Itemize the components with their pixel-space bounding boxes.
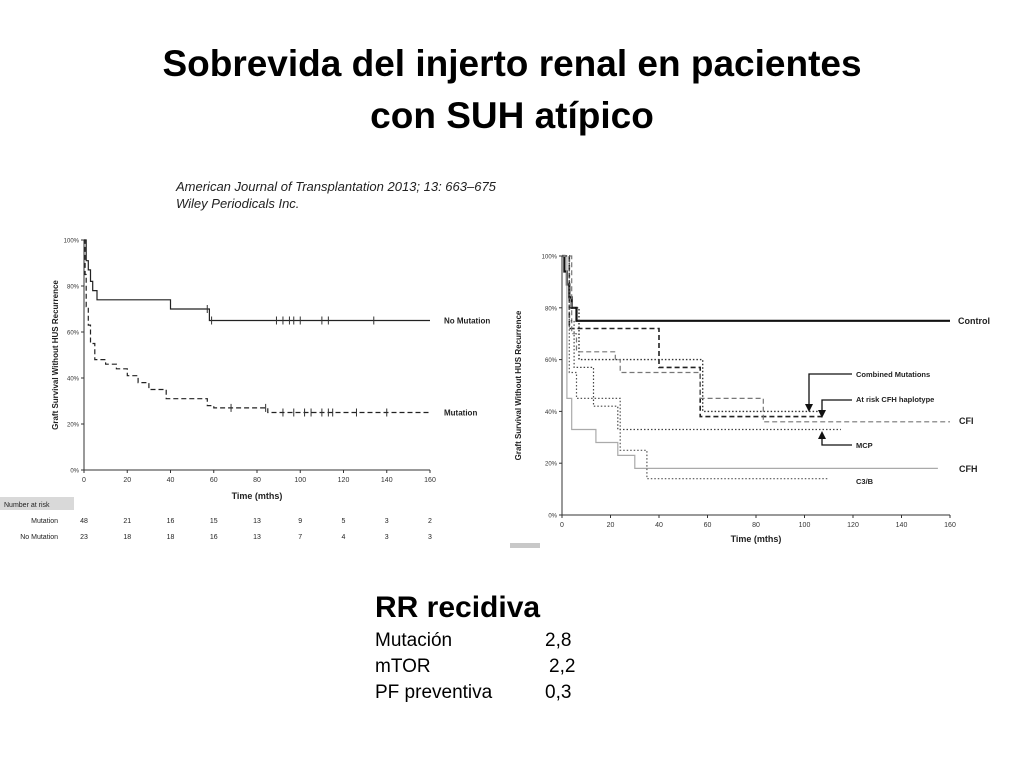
risk-table-value: 18 — [166, 534, 175, 541]
series-label-mutation: Mutation — [444, 408, 478, 418]
rr-label: mTOR — [375, 656, 431, 677]
risk-table-value: 7 — [298, 534, 303, 541]
arrow-combined-mutations — [809, 374, 852, 406]
y-tick-label: 100% — [63, 238, 79, 245]
y-tick-label: 60% — [544, 358, 557, 365]
series-line-control — [562, 256, 950, 321]
risk-table-value: 15 — [209, 518, 218, 525]
y-tick-label: 100% — [541, 254, 557, 261]
series-line-at-risk-cfh-haplotype — [562, 256, 822, 411]
y-tick-label: 60% — [66, 330, 79, 337]
risk-table-value: 21 — [123, 518, 132, 525]
rr-value: 2,8 — [545, 630, 572, 651]
rr-row-pf-preventiva — [375, 680, 572, 706]
rr-title: RR recidiva — [375, 591, 541, 624]
risk-table-value: 2 — [428, 518, 432, 525]
slide-title-line-1: Sobrevida del injerto renal en pacientes — [162, 43, 862, 84]
x-tick-label: 40 — [166, 477, 175, 484]
risk-table-value: 18 — [123, 534, 132, 541]
chart-mutation-panel — [0, 226, 491, 548]
y-tick-label: 40% — [66, 376, 79, 383]
series-label-at-risk-cfh-haplotype: At risk CFH haplotype — [856, 395, 935, 404]
x-tick-label: 160 — [944, 522, 956, 529]
risk-table-value: 5 — [341, 518, 346, 525]
y-axis-title: Graft Survival Without HUS Recurrence — [514, 310, 523, 461]
x-tick-label: 120 — [337, 477, 350, 484]
y-tick-label: 20% — [66, 422, 79, 429]
risk-table-value: 13 — [253, 534, 261, 541]
risk-table-value: 3 — [384, 518, 389, 525]
series-label-cfi: CFI — [959, 416, 974, 426]
rr-value: 2,2 — [549, 656, 576, 677]
arrowhead-mcp — [818, 431, 826, 439]
risk-table-value: 48 — [80, 518, 88, 525]
x-tick-label: 100 — [294, 477, 307, 484]
risk-table-value: 4 — [341, 534, 346, 541]
rr-label: PF preventiva — [375, 682, 493, 703]
risk-table-value: 23 — [80, 534, 88, 541]
arrow-mcp — [822, 436, 852, 445]
chart-by-genotype — [508, 240, 990, 550]
slide-title-line-2: con SUH atípico — [370, 95, 654, 136]
risk-table-row-label: Mutation — [31, 518, 58, 525]
series-label-mcp: MCP — [856, 441, 873, 450]
risk-table-value: 9 — [298, 518, 303, 525]
x-tick-label: 80 — [752, 522, 760, 529]
y-tick-label: 0% — [548, 513, 557, 520]
x-tick-label: 40 — [655, 522, 663, 529]
series-label-combined-mutations: Combined Mutations — [856, 370, 931, 379]
citation-line-1: American Journal of Transplantation 2013; 13: 663–675 — [176, 179, 496, 194]
citation-line-2: Wiley Periodicals Inc. — [176, 196, 300, 211]
x-tick-label: 60 — [209, 477, 218, 484]
series-label-control: Control — [958, 315, 990, 326]
risk-table-value: 16 — [209, 534, 218, 541]
series-line-mcp — [562, 256, 841, 430]
x-axis-title: Time (mths) — [231, 491, 283, 501]
x-tick-label: 80 — [253, 477, 261, 484]
slide-title — [0, 38, 1024, 142]
series-label-no-mutation: No Mutation — [444, 316, 491, 326]
x-tick-label: 120 — [847, 522, 859, 529]
y-axis-title: Graft Survival Without HUS Recurrence — [51, 280, 60, 430]
x-axis-title: Time (mths) — [730, 534, 782, 544]
x-tick-label: 0 — [560, 522, 564, 529]
series-label-cfh: CFH — [959, 464, 978, 474]
series-line-combined-mutations — [562, 256, 824, 417]
risk-table-value: 13 — [253, 518, 261, 525]
risk-table-row-label: No Mutation — [20, 534, 58, 541]
x-tick-label: 140 — [380, 477, 393, 484]
chart-mutation-vs-no-mutation — [0, 226, 491, 548]
rr-row-mtor — [375, 654, 576, 680]
series-label-c3-b: C3/B — [856, 477, 874, 486]
risk-table-value: 16 — [166, 518, 175, 525]
y-tick-label: 20% — [544, 461, 557, 468]
y-tick-label: 0% — [70, 468, 79, 475]
x-tick-label: 20 — [123, 477, 132, 484]
y-tick-label: 80% — [544, 306, 557, 313]
x-tick-label: 60 — [703, 522, 712, 529]
risk-table-value: 3 — [384, 534, 389, 541]
series-line-no-mutation — [84, 240, 430, 321]
y-tick-label: 80% — [66, 284, 79, 291]
rr-label: Mutación — [375, 630, 453, 651]
rr-recidiva-box — [375, 588, 576, 706]
risk-table-value: 3 — [428, 534, 432, 541]
series-line-cfh — [562, 256, 938, 468]
risk-table-header: Number at risk — [4, 502, 50, 509]
x-tick-label: 100 — [798, 522, 811, 529]
arrow-at-risk-cfh-haplotype — [822, 400, 852, 413]
y-tick-label: 40% — [544, 409, 557, 416]
series-line-mutation — [84, 240, 430, 413]
rr-row-mutacion — [375, 628, 572, 654]
scan-artifact-bar — [510, 543, 540, 548]
x-tick-label: 160 — [424, 477, 436, 484]
rr-value: 0,3 — [545, 682, 572, 703]
x-tick-label: 20 — [606, 522, 615, 529]
chart-by-genotype-panel — [508, 240, 990, 550]
journal-citation — [176, 178, 496, 212]
x-tick-label: 140 — [895, 522, 908, 529]
x-tick-label: 0 — [82, 477, 86, 484]
